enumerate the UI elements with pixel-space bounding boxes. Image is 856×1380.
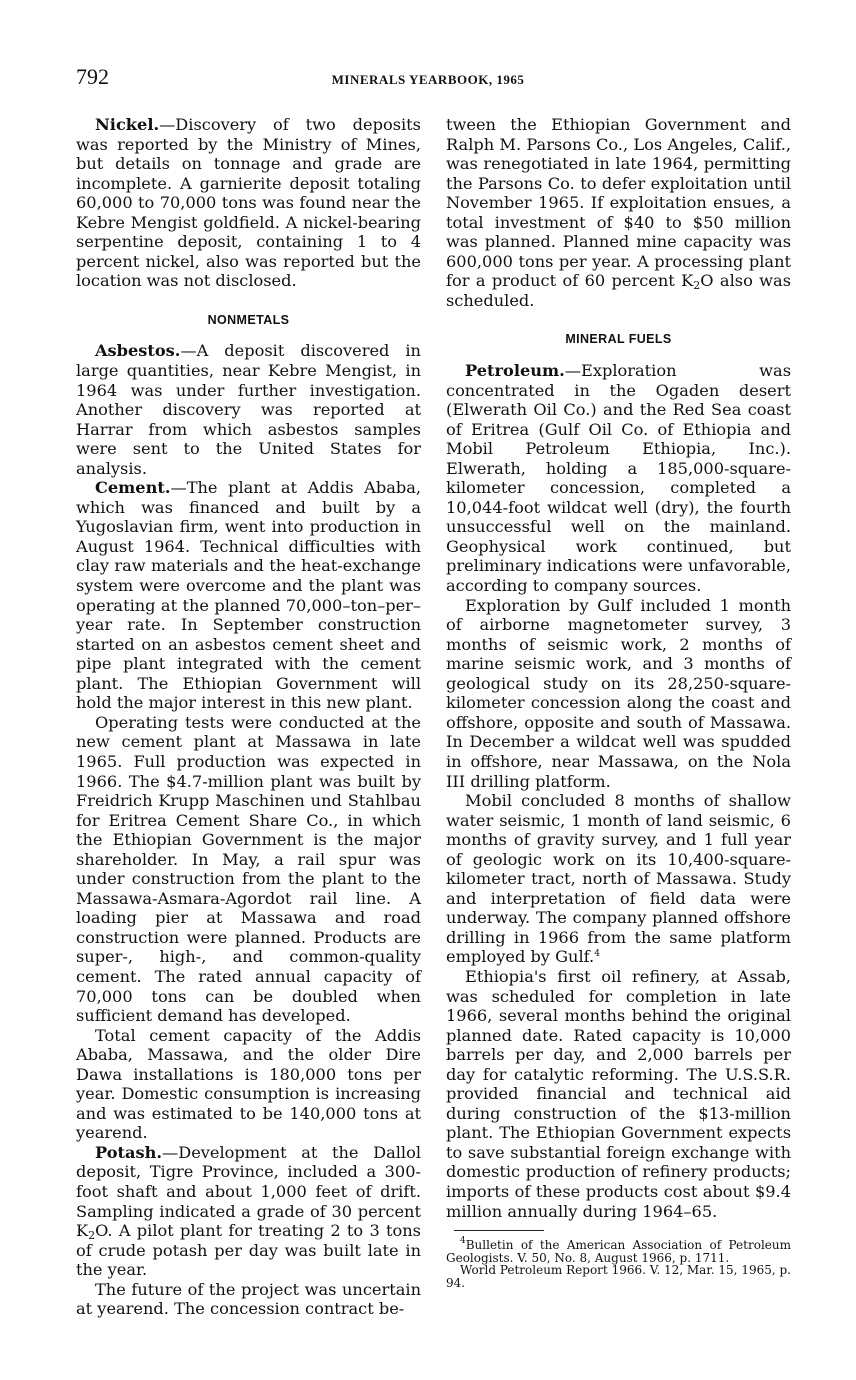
continuation-subscript: 2 (693, 279, 701, 293)
petroleum-text: —Exploration was concentrated in the Ogaden desert (Elwerath Oil Co.) and the Red Sea coast of Eritrea (Gulf Oil Co. of Ethiopia and Mobil Petroleum Ethiopia, Inc.). Elwerath, holding a 185,000-square-kilometer concession, completed a 10,044-foot wildcat well (dry), the fourth unsuccessful well on the mainland. Geophysical work continued, but preliminary indications were unfavorable, according to company sources. (446, 361, 791, 596)
nonmetals-heading: NONMETALS (207, 312, 290, 327)
gulf-paragraph: Exploration by Gulf included 1 month of airborne magnetometer survey, 3 months of seismic work, 2 months of marine seismic work, and 3 months of geological study on its 28,250-square-kilometer concession along the coast and offshore, opposite and south of Massawa. In December a wildcat well was spudded in offshore, near Massawa, on the Nola III drilling platform. (446, 595, 791, 791)
asbestos-paragraph (76, 341, 421, 478)
cement-lead: Cement. (95, 478, 171, 498)
continuation-text-2: O also was scheduled. (446, 271, 791, 310)
mineral-fuels-heading: MINERAL FUELS (565, 332, 672, 347)
nickel-lead: Nickel. (95, 115, 160, 134)
petroleum-paragraph (446, 361, 791, 596)
asbestos-lead: Asbestos. (95, 341, 181, 361)
mobil-text: Mobil concluded 8 months of shallow water seismic, 1 month of land seismic, 6 months of gravity survey, and 1 full year of geologic work on its 10,400-square-kilometer tract, north of Massawa. Study and interpretation of field data were underway. The company planned offshore drilling in 1966 from the same platform employed by Gulf. (446, 791, 791, 967)
footnote-2: World Petroleum Report 1966. V. 12, Mar. 15, 1965, p. 94. (446, 1263, 791, 1290)
footnote-1-marker: 4 (460, 1236, 466, 1247)
potash-paragraph (76, 1143, 421, 1280)
footnote-1-text: Bulletin of the American Association of Petroleum Geologists. V. 50, No. 8, August 1966, p. 1711. (446, 1238, 791, 1265)
cement-text: —The plant at Addis Ababa, which was financed and built by a Yugoslavian firm, went into production in August 1964. Technical difficulties with clay raw materials and the heat-exchange system were overcome and the plant was operating at the planned 70,000–ton–per–year rate. In September construction started on an asbestos cement sheet and pipe plant integrated with the cement plant. The Ethiopian Government will hold the major interest in this new plant. (76, 478, 421, 713)
running-header-title: MINERALS YEARBOOK, 1965 (331, 72, 525, 87)
petroleum-lead: Petroleum. (465, 361, 565, 381)
left-column (76, 115, 421, 1319)
refinery-paragraph: Ethiopia's first oil refinery, at Assab, was scheduled for completion in late 1966, several months behind the original planned date. Rated capacity is 10,000 barrels per day, and 2,000 barrels per day for catalytic reforming. The U.S.S.R. provided financial and technical aid during construction of the $13-million plant. The Ethiopian Government expects to save substantial foreign exchange with domestic production of refinery products; imports of these products cost about $9.4 million annually during 1964–65. (446, 966, 791, 1221)
parsons-continuation-paragraph (446, 115, 791, 310)
mobil-paragraph (446, 791, 791, 967)
potash-lead: Potash. (95, 1142, 163, 1162)
potash-text-1: —Development at the Dallol deposit, Tigre Province, included a 300-foot shaft and about 1,000 feet of drift. Sampling indicated a grade of 30 percent K (76, 1142, 421, 1241)
footnotes (446, 1236, 791, 1290)
cement-paragraph (76, 478, 421, 713)
potash-text-2: O. A pilot plant for treating 2 to 3 tons of crude potash per day was built late in the year. (76, 1221, 421, 1280)
asbestos-text: —A deposit discovered in large quantities, near Kebre Mengist, in 1964 was under further investigation. Another discovery was reported at Harrar from which asbestos samples were sent to the United States for analysis. (76, 341, 421, 478)
page-number: 792 (76, 64, 109, 89)
mobil-footnote-ref: 4 (594, 949, 600, 960)
total-cement-paragraph: Total cement capacity of the Addis Ababa, Massawa, and the older Dire Dawa installations is 180,000 tons per year. Domestic consumption is increasing and was estimated to be 140,000 tons at yearend. (76, 1025, 421, 1143)
operating-tests-paragraph: Operating tests were conducted at the new cement plant at Massawa in late 1965. Full production was expected in 1966. The $4.7-million plant was built by Freidrich Krupp Maschinen und Stahlbau for Eritrea Cement Share Co., in which the Ethiopian Government is the major shareholder. In May, a rail spur was under construction from the plant to the Massawa-Asmara-Agordot rail line. A loading pier at Massawa and road construction were planned. Products are super-, high-, and common-quality cement. The rated annual capacity of 70,000 tons can be doubled when sufficient demand has developed. (76, 712, 421, 1026)
potash-subscript: 2 (88, 1229, 96, 1243)
footnote-1 (446, 1236, 791, 1265)
nickel-text: —Discovery of two deposits was reported by the Ministry of Mines, but details on tonnage and grade are incomplete. A garnierite deposit totaling 60,000 to 70,000 tons was found near the Kebre Mengist goldfield. A nickel-bearing serpentine deposit, containing 1 to 4 percent nickel, also was reported but the location was not disclosed. (76, 115, 421, 291)
future-project-paragraph: The future of the project was uncertain at yearend. The concession contract be- (76, 1279, 421, 1319)
nickel-paragraph (76, 115, 421, 291)
right-column (446, 115, 791, 1289)
continuation-text-1: tween the Ethiopian Government and Ralph M. Parsons Co., Los Angeles, Calif., was renegotiated in late 1964, permitting the Parsons Co. to defer exploitation until November 1965. If exploitation ensues, a total investment of $40 to $50 million was planned. Planned mine capacity was 600,000 tons per year. A processing plant for a product of 60 percent K (446, 115, 791, 291)
